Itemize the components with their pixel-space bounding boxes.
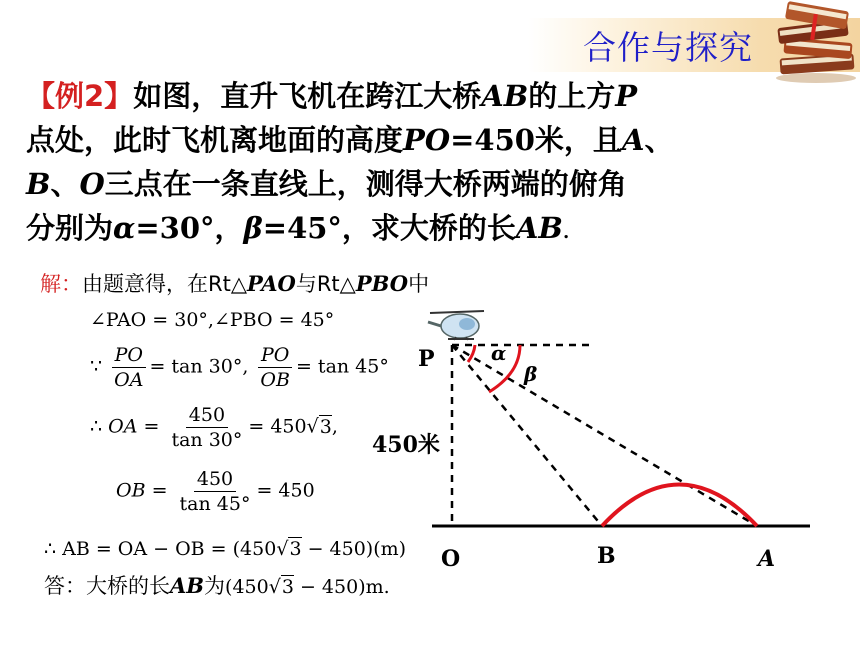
text: PAO	[246, 271, 296, 296]
text: = tan 30°,	[149, 355, 249, 378]
line-PA	[452, 345, 757, 526]
text: PO	[403, 123, 451, 157]
text: 与Rt△	[295, 272, 356, 296]
text: .	[562, 222, 570, 243]
solution-label: 解：	[40, 272, 82, 296]
text: 三点在一条直线上，测得大桥两端的俯角	[104, 167, 627, 201]
text: PO	[258, 344, 292, 368]
answer-line: 答：大桥的长AB为(450√3 − 450)m.	[44, 573, 390, 598]
bridge-arch	[602, 485, 757, 527]
text: =45°，求大桥的长	[262, 211, 516, 245]
text: ,	[331, 415, 338, 438]
label-B: B	[597, 543, 616, 569]
because-symbol: ∵	[90, 355, 103, 378]
sqrt-value: 3	[281, 576, 294, 598]
label-height: 450米	[372, 432, 440, 458]
text: O	[79, 167, 105, 201]
text: OB	[260, 369, 290, 391]
text: − 450)(m)	[301, 538, 407, 560]
text: AB	[515, 211, 563, 245]
text: 中	[408, 272, 430, 296]
therefore-symbol: ∴	[90, 415, 103, 438]
text: =450米，且	[450, 123, 622, 157]
text: − 450)m.	[293, 576, 390, 598]
text: 450	[186, 404, 228, 428]
text: 、	[50, 167, 80, 201]
oa-equation: ∴ OA = $\frac{450}{\tan 30^\circ}$ = 450√3,	[90, 404, 338, 451]
text: 答：大桥的长	[44, 574, 170, 598]
header-title: 合作与探究	[583, 28, 753, 67]
sqrt-value: 3	[289, 538, 302, 560]
text: =30°，	[135, 211, 244, 245]
text: = 450	[248, 415, 307, 438]
text: OB =	[116, 479, 168, 502]
text: B	[26, 167, 51, 201]
text: β	[243, 211, 263, 245]
text: 为	[204, 574, 226, 598]
text: 点处，此时飞机离地面的高度	[26, 123, 404, 157]
text: tan 45°	[179, 493, 251, 515]
text: 的上方	[528, 79, 616, 113]
label-beta: β	[524, 362, 538, 386]
label-A: A	[758, 546, 776, 572]
text: PO	[112, 344, 146, 368]
text: (450	[225, 576, 269, 598]
text: AB	[170, 573, 205, 598]
text: = 450	[256, 479, 315, 502]
sqrt-value: 3	[319, 415, 332, 438]
text: AB	[481, 79, 529, 113]
text: 由题意得，在Rt△	[82, 272, 247, 296]
text: α	[113, 211, 136, 245]
text: 、	[644, 123, 674, 157]
text: ∴ AB = OA − OB = (450	[44, 538, 277, 560]
ab-equation: ∴ AB = OA − OB = (450√3 − 450)(m)	[44, 538, 407, 560]
text: A	[621, 123, 645, 157]
text: 450	[194, 468, 236, 492]
text: OA	[114, 369, 144, 391]
text: tan 30°	[171, 429, 243, 451]
text: 分别为	[26, 211, 114, 245]
text: = tan 45°	[295, 355, 389, 378]
label-P: P	[418, 346, 435, 372]
label-alpha: α	[491, 341, 507, 365]
text: OA =	[108, 415, 160, 438]
angle-given: ∠PAO = 30°,∠PBO = 45°	[90, 309, 335, 331]
text: 如图，直升飞机在跨江大桥	[133, 79, 482, 113]
helicopter-icon	[428, 311, 484, 340]
label-O: O	[441, 546, 461, 572]
text: P	[615, 79, 638, 113]
example-tag: 【例2】	[26, 79, 134, 113]
text: PBO	[355, 271, 409, 296]
